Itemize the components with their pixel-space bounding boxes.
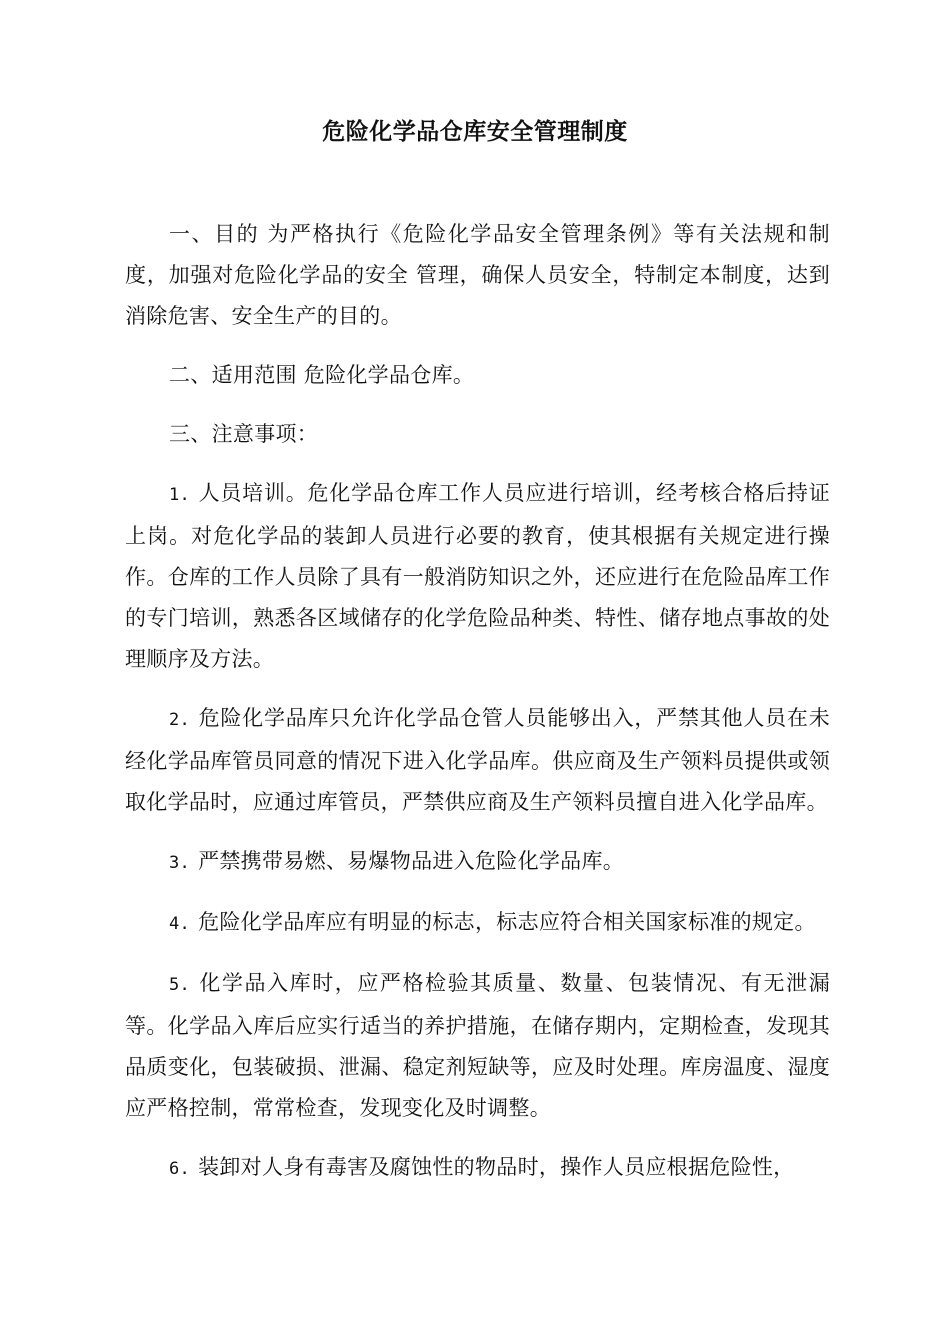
paragraph-text: 危险化学品库只允许化学品仓管人员能够出入，严禁其他人员在未经化学品库管员同意的情况下进入化学品库。供应商及生产领料员提供或领取化学品时，应通过库管员，严禁供应商及生产领料员擅自进入化学品库。 — [125, 706, 830, 814]
paragraph-text: 三、注意事项： — [169, 422, 319, 446]
paragraph-item-5 — [125, 963, 830, 1129]
paragraph-text: 严禁携带易燃、易爆物品进入危险化学品库。 — [198, 849, 625, 873]
item-number: 3. — [169, 853, 191, 873]
paragraph-scope — [125, 355, 830, 396]
paragraph-text: 装卸对人身有毒害及腐蚀性的物品时，操作人员应根据危险性， — [198, 1155, 795, 1179]
item-number: 1. — [169, 485, 191, 505]
document-title: 危险化学品仓库安全管理制度 — [322, 119, 628, 145]
paragraph-item-3 — [125, 841, 830, 884]
document-body — [125, 214, 830, 1208]
paragraph-item-2 — [125, 698, 830, 823]
paragraph-item-6 — [125, 1147, 830, 1190]
item-number: 5. — [169, 975, 191, 995]
paragraph-item-1 — [125, 473, 830, 680]
paragraph-text: 危险化学品库应有明显的标志，标志应符合相关国家标准的规定。 — [198, 910, 816, 934]
item-number: 4. — [169, 914, 191, 934]
paragraph-purpose — [125, 214, 830, 337]
paragraph-item-4 — [125, 902, 830, 945]
paragraph-text: 二、适用范围 危险化学品仓库。 — [169, 363, 475, 387]
paragraph-text: 人员培训。危化学品仓库工作人员应进行培训，经考核合格后持证上岗。对危化学品的装卸人员进行必要的教育，使其根据有关规定进行操作。仓库的工作人员除了具有一般消防知识之外，还应进行在危险品库工作的专门培训，熟悉各区域储存的化学危险品种类、特性、储存地点事故的处理顺序及方法。 — [125, 481, 830, 671]
paragraph-text: 化学品入库时，应严格检验其质量、数量、包装情况、有无泄漏等。化学品入库后应实行适当的养护措施，在储存期内，定期检查，发现其品质变化，包装破损、泄漏、稳定剂短缺等，应及时处理。库房温度、湿度应严格控制，常常检查，发现变化及时调整。 — [125, 971, 830, 1120]
item-number: 2. — [169, 710, 191, 730]
paragraph-text: 一、目的 为严格执行《危险化学品安全管理条例》等有关法规和制度，加强对危险化学品的安全 管理，确保人员安全，特制定本制度，达到消除危害、安全生产的目的。 — [125, 222, 830, 328]
paragraph-notes-heading — [125, 414, 830, 455]
item-number: 6. — [169, 1159, 191, 1179]
